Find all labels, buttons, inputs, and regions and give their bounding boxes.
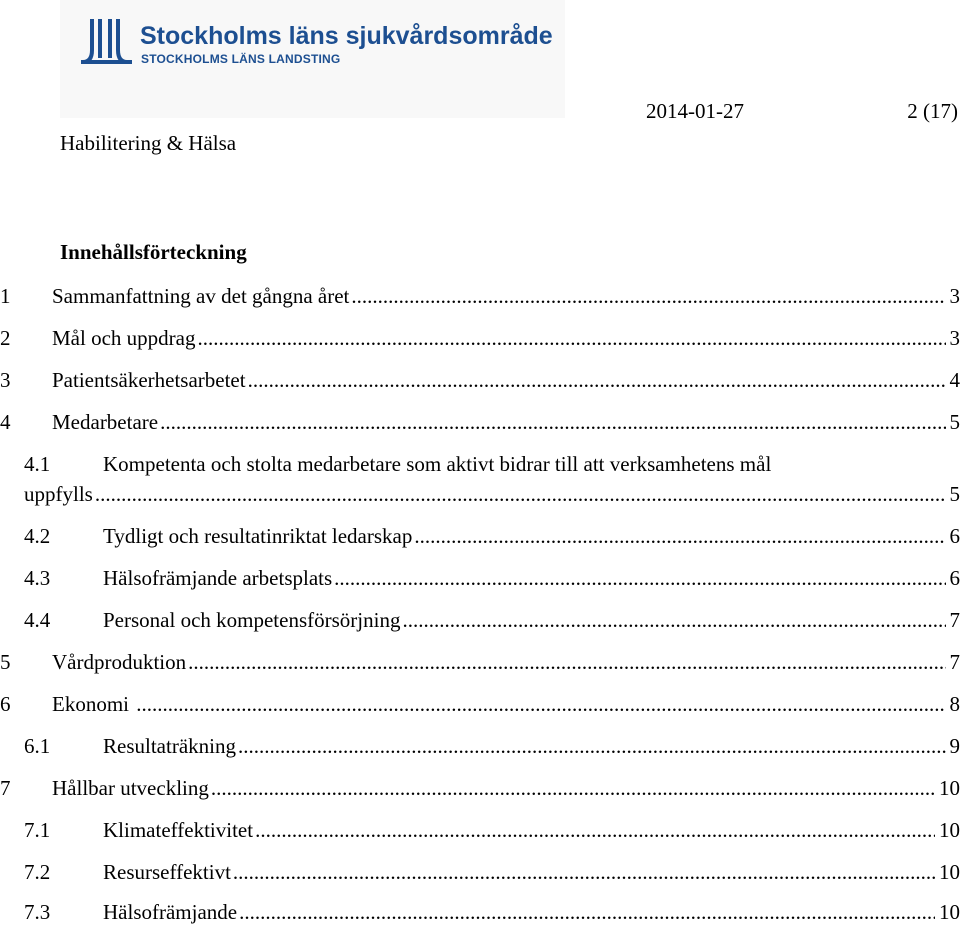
toc-entry[interactable] [0, 283, 960, 309]
org-name: Stockholms läns sjukvårdsområde [140, 22, 553, 50]
toc-title: Innehållsförteckning [60, 240, 247, 264]
toc-entry-page: 10 [939, 860, 960, 884]
toc-entry-title: Resultaträkning [103, 734, 236, 758]
dot-leader [334, 565, 945, 591]
toc-entry-number: 7.1 [24, 818, 51, 842]
dot-leader [211, 775, 935, 801]
toc-entry-title: Patientsäkerhetsarbetet [52, 368, 246, 392]
toc-entry-page: 9 [949, 734, 960, 758]
toc-entry-continuation[interactable] [0, 481, 960, 507]
toc-entry-page: 7 [949, 608, 960, 632]
toc-entry-page: 4 [949, 368, 960, 392]
dot-leader [239, 899, 935, 925]
toc-entry-number: 1 [0, 284, 11, 308]
toc-entry[interactable] [0, 691, 960, 717]
sll-logo-icon [80, 18, 136, 68]
toc-entry-title: Medarbetare [52, 410, 159, 434]
toc-entry-number: 4.2 [24, 524, 51, 548]
toc-entry-title: Resurseffektivt [103, 860, 231, 884]
toc-entry-page: 8 [949, 692, 960, 716]
toc-entry-number: 4.4 [24, 608, 51, 632]
dot-leader [402, 607, 945, 633]
toc-entry-title: Vårdproduktion [52, 650, 187, 674]
dot-leader [233, 859, 935, 885]
toc-entry-title: Kompetenta och stolta medarbetare som aktivt bidrar till att verksamhetens mål [103, 452, 772, 476]
toc-entry-page: 6 [949, 524, 960, 548]
toc-entry-number: 4 [0, 410, 11, 434]
toc-entry[interactable] [0, 523, 960, 549]
toc-entry-number: 7.3 [24, 900, 51, 924]
toc-entry-title-continued: uppfylls [24, 482, 93, 506]
dot-leader [95, 481, 946, 507]
toc-entry-page: 3 [949, 284, 960, 308]
toc-entry[interactable] [0, 649, 960, 675]
toc-entry[interactable] [0, 565, 960, 591]
toc-entry-title: Personal och kompetensförsörjning [103, 608, 401, 632]
dot-leader [351, 283, 945, 309]
dot-leader [414, 523, 945, 549]
toc-entry[interactable] [0, 817, 960, 843]
toc-entry[interactable] [0, 859, 960, 885]
toc-entry[interactable] [0, 899, 960, 925]
dot-leader [238, 733, 946, 759]
toc-entry-number: 6.1 [24, 734, 51, 758]
toc-entry[interactable] [0, 325, 960, 351]
toc-entry-number: 7 [0, 776, 11, 800]
toc-entry-title: Ekonomi [52, 692, 135, 716]
toc-entry[interactable] [0, 367, 960, 393]
toc-entry-page: 10 [939, 776, 960, 800]
toc-entry-title: Mål och uppdrag [52, 326, 196, 350]
dot-leader [197, 325, 945, 351]
dot-leader [136, 691, 945, 717]
toc-entry-number: 7.2 [24, 860, 51, 884]
dot-leader [248, 367, 946, 393]
page-number: 2 (17) [907, 99, 958, 123]
toc-entry-page: 10 [939, 818, 960, 842]
document-date: 2014-01-27 [646, 99, 744, 123]
toc-entry-title: Hållbar utveckling [52, 776, 209, 800]
toc-entry-page: 5 [949, 482, 960, 506]
toc-entry[interactable] [0, 607, 960, 633]
toc-entry-number: 4.3 [24, 566, 51, 590]
toc-entry-title: Hälsofrämjande arbetsplats [103, 566, 333, 590]
toc-entry-page: 3 [949, 326, 960, 350]
toc-entry[interactable] [0, 409, 960, 435]
toc-entry-number: 4.1 [24, 452, 51, 476]
toc-entry-page: 5 [949, 410, 960, 434]
department-name: Habilitering & Hälsa [60, 131, 237, 155]
toc-entry-number: 5 [0, 650, 11, 674]
dot-leader [188, 649, 945, 675]
toc-entry[interactable] [0, 451, 960, 477]
toc-entry-number: 2 [0, 326, 11, 350]
toc-entry-number: 6 [0, 692, 11, 716]
dot-leader [255, 817, 935, 843]
toc-entry-title: Klimateffektivitet [103, 818, 254, 842]
toc-entry-page: 7 [949, 650, 960, 674]
org-subtitle: STOCKHOLMS LÄNS LANDSTING [141, 52, 341, 66]
toc-entry-number: 3 [0, 368, 11, 392]
toc-entry[interactable] [0, 775, 960, 801]
toc-entry[interactable] [0, 733, 960, 759]
toc-entry-page: 10 [939, 900, 960, 924]
toc-entry-title: Tydligt och resultatinriktat ledarskap [103, 524, 413, 548]
toc-entry-page: 6 [949, 566, 960, 590]
dot-leader [160, 409, 945, 435]
toc-entry-title: Sammanfattning av det gångna året [52, 284, 350, 308]
toc-entry-title: Hälsofrämjande [103, 900, 238, 924]
